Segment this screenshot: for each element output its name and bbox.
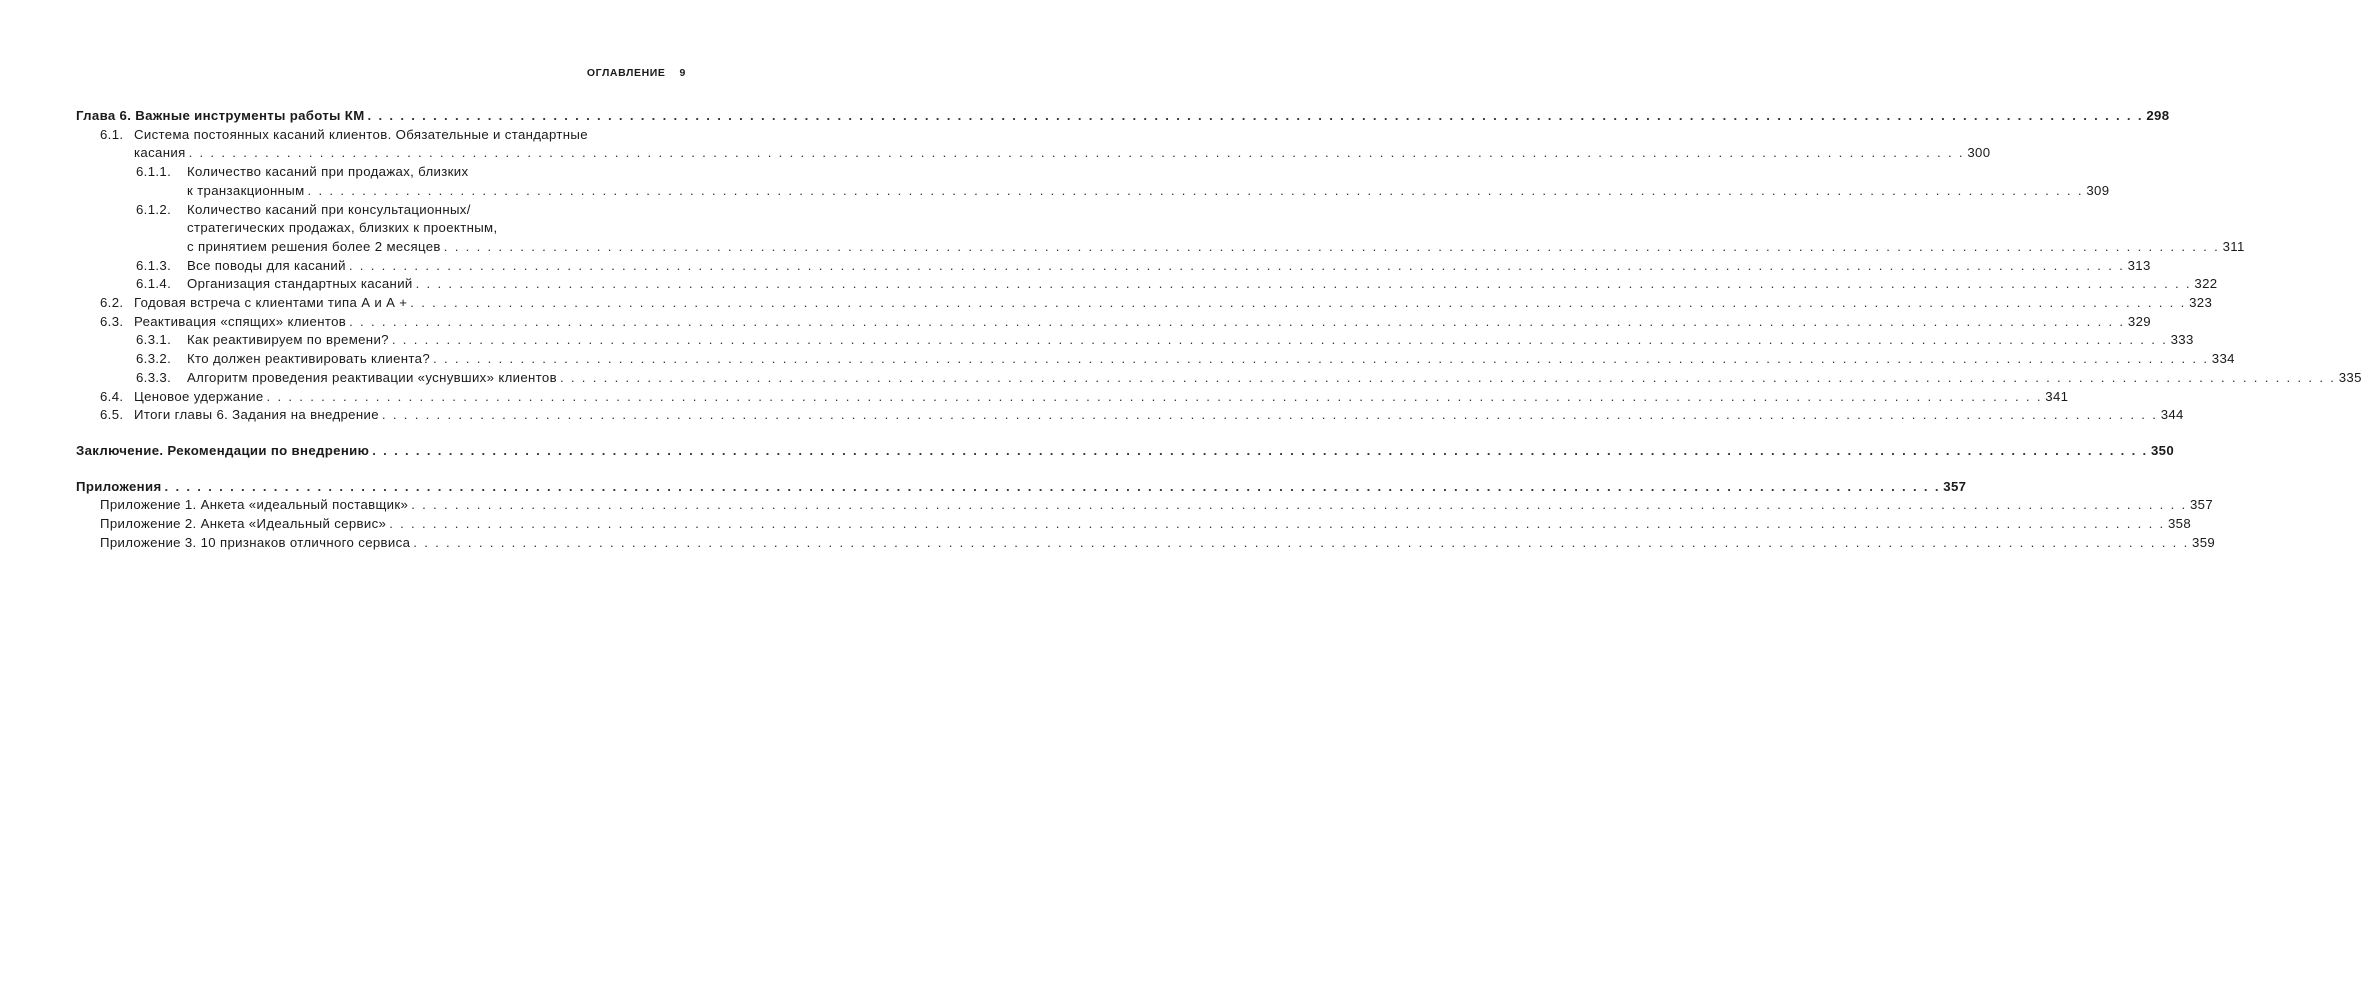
- toc-entry-number: 6.5.: [100, 407, 124, 423]
- toc-page-number: 357: [1943, 478, 1967, 494]
- toc-entry-appendices[interactable]: [76, 478, 1967, 497]
- toc-entry-appendix-1[interactable]: [76, 496, 2214, 515]
- dot-leader: [372, 442, 2148, 461]
- dot-leader: [165, 478, 1941, 497]
- toc-entry-title: Количество касаний при консультационных/: [187, 201, 471, 217]
- toc-page-number: 311: [2222, 238, 2245, 254]
- toc-entry-title-cont: с принятием решения более 2 месяцев: [187, 238, 441, 254]
- toc-entry-number: 6.1.1.: [136, 164, 172, 180]
- page-number: 9: [679, 67, 686, 79]
- toc-entry-number: 6.3.2.: [136, 351, 172, 367]
- toc-entry-chapter-6[interactable]: [76, 107, 2170, 126]
- toc-page-number: 333: [2170, 332, 2194, 348]
- section-spacer: [76, 461, 661, 478]
- toc-entry-title-cont: касания: [134, 145, 186, 161]
- toc-entry-title-cont: стратегических продажах, близких к проектным,: [187, 220, 498, 236]
- toc-page-number: 300: [1967, 145, 1991, 161]
- toc-page-number: 309: [2086, 182, 2110, 198]
- toc-entry-6-3-2[interactable]: [76, 350, 2235, 369]
- toc-page-number: 323: [2189, 295, 2213, 311]
- toc-entry-6-1-3[interactable]: [76, 257, 2151, 276]
- dot-leader: [392, 331, 2168, 350]
- dot-leader: [433, 350, 2209, 369]
- toc-entry-number: 6.1.: [100, 126, 124, 142]
- dot-leader: [560, 369, 2336, 388]
- toc-entry-title: Итоги главы 6. Задания на внедрение: [134, 407, 379, 423]
- running-head-title: ОГЛАВЛЕНИЕ: [586, 67, 666, 79]
- toc-page-number: 350: [2151, 442, 2175, 458]
- dot-leader: [349, 313, 2125, 332]
- toc-entry-title: Кто должен реактивировать клиента?: [187, 351, 431, 367]
- toc-entry-number: 6.4.: [100, 388, 124, 404]
- toc-page-number: 357: [2189, 497, 2214, 513]
- toc-entry-number: 6.1.4.: [136, 276, 172, 292]
- toc-entry-6-1-1[interactable]: [76, 163, 2110, 200]
- toc-entry-number: 6.1.2.: [136, 201, 172, 217]
- dot-leader: [382, 406, 2158, 425]
- toc-entry-appendix-3[interactable]: [76, 534, 2216, 553]
- dot-leader: [413, 534, 2189, 553]
- toc-entry-title: Реактивация «спящих» клиентов: [134, 313, 347, 329]
- toc-entry-title: Алгоритм проведения реактивации «уснувших» клиентов: [187, 369, 557, 385]
- toc-entry-number: 6.1.3.: [136, 257, 172, 273]
- toc-entry-number: 6.2.: [100, 295, 124, 311]
- toc-entry-6-1-2[interactable]: [76, 201, 2245, 257]
- toc-entry-6-3-3[interactable]: [76, 369, 2362, 388]
- toc-entry-6-4[interactable]: [76, 388, 2069, 407]
- dot-leader: [411, 496, 2187, 515]
- toc-page-number: 359: [2192, 534, 2216, 550]
- toc-entry-title: Количество касаний при продажах, близких: [187, 164, 469, 180]
- toc-entry-number: 6.3.: [100, 313, 124, 329]
- toc-page-number: 341: [2045, 388, 2069, 404]
- dot-leader: [308, 182, 2084, 201]
- table-of-contents: [76, 107, 2362, 552]
- toc-entry-number: 6.3.3.: [136, 369, 172, 385]
- toc-entry-6-3[interactable]: [76, 313, 2151, 332]
- toc-page-number: 358: [2167, 516, 2192, 532]
- toc-page-number: 313: [2127, 257, 2151, 273]
- toc-page-number: 329: [2127, 313, 2151, 329]
- running-head: [587, 67, 686, 79]
- toc-entry-title: Ценовое удержание: [134, 388, 264, 404]
- section-spacer: [76, 425, 661, 442]
- toc-entry-title: Приложения: [76, 478, 162, 494]
- dot-leader: [410, 294, 2186, 313]
- dot-leader: [444, 238, 2220, 257]
- toc-entry-title: Глава 6. Важные инструменты работы КМ: [76, 108, 365, 123]
- dot-leader: [416, 275, 2192, 294]
- toc-entry-6-3-1[interactable]: [76, 331, 2194, 350]
- dot-leader: [389, 515, 2165, 534]
- toc-entry-title: Заключение. Рекомендации по внедрению: [76, 442, 370, 458]
- toc-page-number: 298: [2146, 108, 2170, 123]
- dot-leader: [349, 257, 2125, 276]
- toc-entry-title: Приложение 2. Анкета «Идеальный сервис»: [100, 516, 387, 532]
- dot-leader: [368, 107, 2144, 126]
- toc-entry-6-5[interactable]: [76, 406, 2184, 425]
- toc-entry-conclusion[interactable]: [76, 442, 2175, 461]
- toc-page-number: 335: [2338, 369, 2362, 385]
- toc-entry-6-1[interactable]: [76, 126, 1991, 163]
- toc-page-number: 344: [2160, 407, 2184, 423]
- toc-entry-title: Все поводы для касаний: [187, 257, 346, 273]
- dot-leader: [189, 144, 1965, 163]
- toc-entry-title: Годовая встреча с клиентами типа А и А +: [134, 295, 408, 311]
- dot-leader: [267, 388, 2043, 407]
- toc-entry-title: Приложение 1. Анкета «идеальный поставщик»: [100, 497, 409, 513]
- toc-entry-title: Организация стандартных касаний: [187, 276, 413, 292]
- toc-entry-number: 6.3.1.: [136, 332, 172, 348]
- toc-entry-6-2[interactable]: [76, 294, 2213, 313]
- toc-entry-title-cont: к транзакционным: [187, 182, 305, 198]
- toc-entry-title: Как реактивируем по времени?: [187, 332, 389, 348]
- toc-entry-title: Система постоянных касаний клиентов. Обязательные и стандартные: [134, 126, 588, 142]
- toc-entry-6-1-4[interactable]: [76, 275, 2218, 294]
- toc-entry-title: Приложение 3. 10 признаков отличного сервиса: [100, 534, 411, 550]
- toc-entry-appendix-2[interactable]: [76, 515, 2192, 534]
- toc-page-number: 334: [2211, 351, 2235, 367]
- toc-page-number: 322: [2194, 276, 2218, 292]
